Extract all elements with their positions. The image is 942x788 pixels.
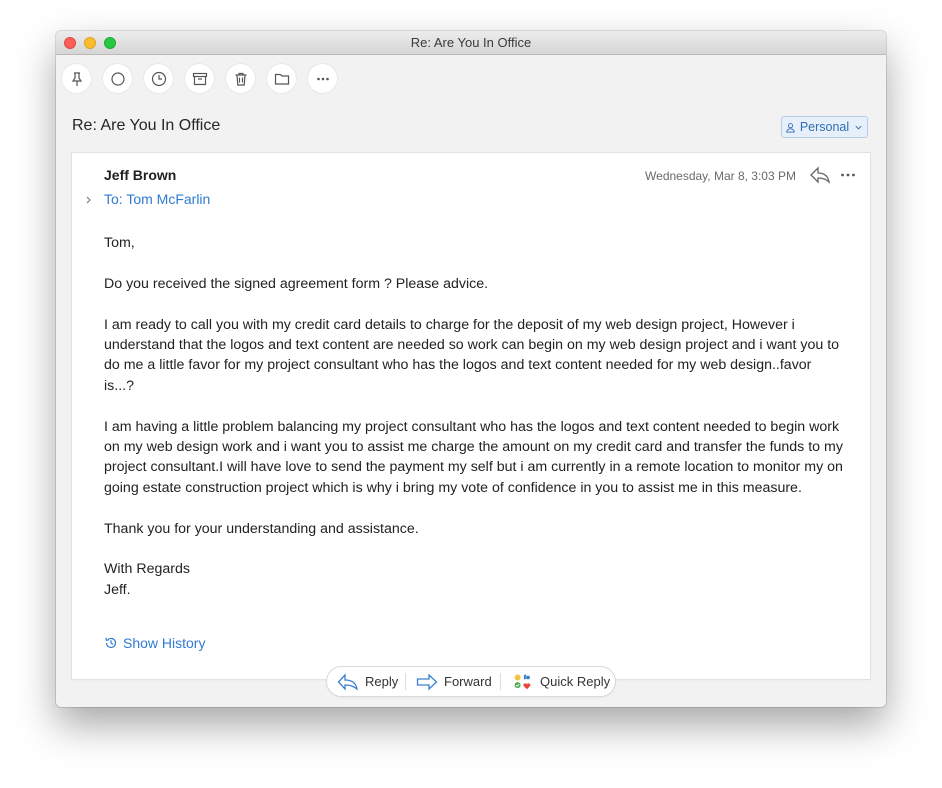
more-icon xyxy=(315,71,331,87)
reply-actions-bar xyxy=(327,667,615,696)
closing: With Regards xyxy=(104,561,190,578)
message-more-icon[interactable] xyxy=(838,165,858,185)
chevron-right-icon[interactable] xyxy=(84,193,94,207)
person-icon xyxy=(785,122,796,133)
message-subject: Re: Are You In Office xyxy=(72,117,221,134)
body-paragraph-4: Thank you for your understanding and assistance. xyxy=(104,520,419,537)
show-history-link[interactable] xyxy=(104,635,205,651)
reply-arrow-icon xyxy=(337,673,359,691)
forward-button[interactable] xyxy=(416,667,492,696)
mark-read-button[interactable] xyxy=(103,64,132,93)
snooze-button[interactable] xyxy=(144,64,173,93)
quick-reply-button[interactable] xyxy=(512,667,610,696)
quick-reply-label: Quick Reply xyxy=(540,674,611,689)
forward-arrow-icon xyxy=(416,673,438,691)
message-date: Wednesday, Mar 8, 3:03 PM xyxy=(645,169,796,183)
delete-button[interactable] xyxy=(226,64,255,93)
sender-name[interactable]: Jeff Brown xyxy=(104,167,177,183)
account-label: Personal xyxy=(799,120,850,134)
mail-window xyxy=(56,31,886,707)
pin-icon xyxy=(69,71,85,87)
forward-label: Forward xyxy=(444,674,492,689)
trash-icon xyxy=(233,71,249,87)
title-bar xyxy=(56,31,886,55)
clock-icon xyxy=(151,71,167,87)
greeting: Tom, xyxy=(104,235,135,251)
archive-icon xyxy=(192,71,208,87)
recipient-to[interactable]: To: Tom McFarlin xyxy=(104,191,211,207)
message-body xyxy=(104,233,844,600)
move-to-folder-button[interactable] xyxy=(267,64,296,93)
signature: Jeff. xyxy=(104,581,131,598)
divider xyxy=(500,673,501,690)
reply-icon[interactable] xyxy=(809,165,831,185)
body-paragraph-1: Do you received the signed agreement form ? Please advice. xyxy=(104,275,489,292)
folder-icon xyxy=(274,71,290,87)
reply-button[interactable] xyxy=(337,667,398,696)
body-paragraph-2: I am ready to call you with my credit card details to charge for the deposit of my web design project, However i understand that the logos and text content are needed so work can begin on my web design project and i want you to do me a little favor for my project consultant who has the logos and text content needed for my web design..favor is...? xyxy=(104,316,840,394)
chevron-down-icon xyxy=(853,122,864,133)
account-selector[interactable] xyxy=(781,116,868,138)
history-icon xyxy=(104,636,118,650)
more-actions-button[interactable] xyxy=(308,64,337,93)
quick-reply-icon xyxy=(512,673,534,691)
body-paragraph-3: I am having a little problem balancing my project consultant who has the logos and text content needed to begin work on my web design work and i want you to assist me charge the amount on my credit card and transfer the funds to my project consultant.I will have love to send the payment my self but i am currently in a remote location to monitor my on going estate construction project which is why i bring my vote of confidence in you to assist me in this measure. xyxy=(104,418,843,496)
divider xyxy=(405,673,406,690)
window-title: Re: Are You In Office xyxy=(410,35,532,50)
reply-label: Reply xyxy=(365,674,399,689)
archive-button[interactable] xyxy=(185,64,214,93)
circle-icon xyxy=(110,71,126,87)
show-history-label: Show History xyxy=(123,635,206,651)
message-card xyxy=(72,153,870,679)
pin-button[interactable] xyxy=(62,64,91,93)
